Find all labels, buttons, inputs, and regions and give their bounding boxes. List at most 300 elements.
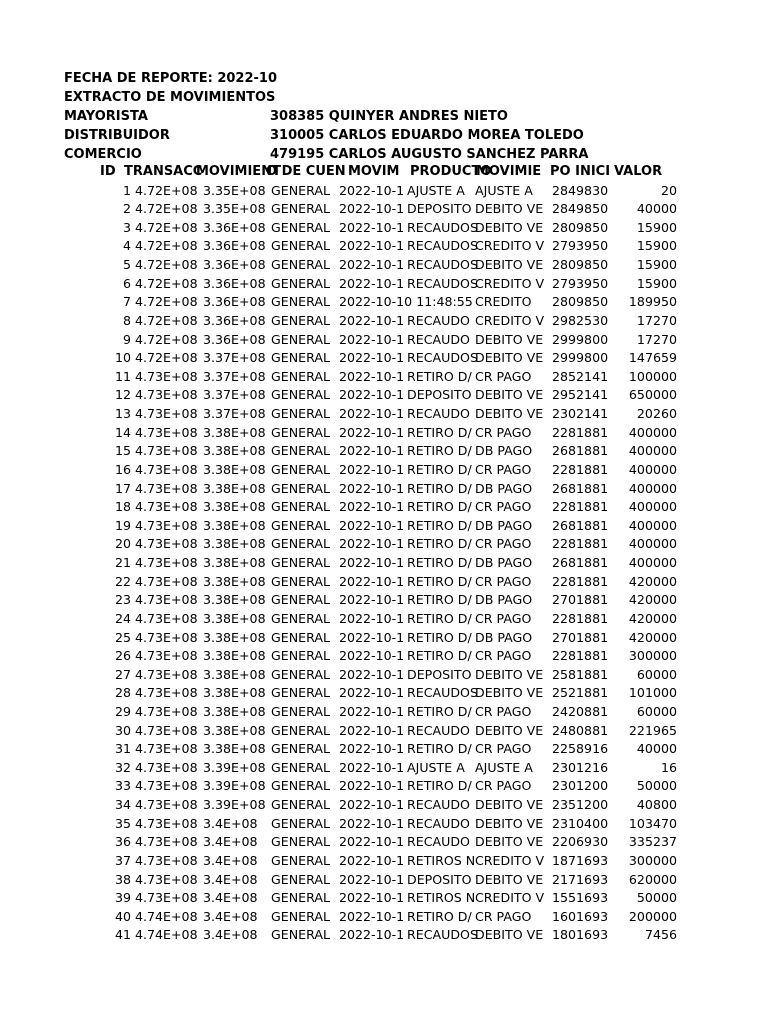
product-cell: RETIRO D/ <box>407 480 472 496</box>
date-cell: 2022-10-1 <box>339 517 405 533</box>
id-cell: 1 <box>122 182 131 198</box>
initial-balance-cell: 2793950 <box>552 238 609 254</box>
date-cell: 2022-10-1 <box>339 536 405 552</box>
distribuidor-label: DISTRIBUIDOR <box>64 128 170 143</box>
transaction-cell: 4.74E+08 <box>135 908 198 924</box>
initial-balance-cell: 2281881 <box>552 610 609 626</box>
id-cell: 31 <box>114 741 131 757</box>
id-cell: 26 <box>114 648 131 664</box>
movement-cell: 3.37E+08 <box>203 368 266 384</box>
product-cell: RETIRO D/ <box>407 368 472 384</box>
date-cell: 2022-10-1 <box>339 406 405 422</box>
transaction-cell: 4.73E+08 <box>135 443 198 459</box>
movement-cell: 3.38E+08 <box>203 685 266 701</box>
product-cell: RETIRO D/ <box>407 592 472 608</box>
movement-cell: 3.39E+08 <box>203 778 266 794</box>
value-cell: 15900 <box>636 257 677 273</box>
product-cell: RECAUDO <box>407 815 470 831</box>
product-cell: RETIRO D/ <box>407 499 472 515</box>
movement-cell: 3.38E+08 <box>203 592 266 608</box>
initial-balance-cell: 2982530 <box>552 312 609 328</box>
id-cell: 28 <box>114 685 131 701</box>
account-type-cell: GENERAL <box>271 778 330 794</box>
value-cell: 16 <box>660 759 677 775</box>
column-header: VALOR <box>614 164 663 179</box>
value-cell: 60000 <box>636 703 677 719</box>
account-type-cell: GENERAL <box>271 890 330 906</box>
transaction-cell: 4.72E+08 <box>135 294 198 310</box>
initial-balance-cell: 2701881 <box>552 629 609 645</box>
initial-balance-cell: 2852141 <box>552 368 609 384</box>
value-cell: 50000 <box>636 890 677 906</box>
value-cell: 100000 <box>628 368 677 384</box>
transaction-cell: 4.73E+08 <box>135 852 198 868</box>
table-row <box>0 852 768 871</box>
movement-cell: 3.38E+08 <box>203 703 266 719</box>
column-header: PRODUCTO <box>410 164 492 179</box>
movement-cell: 3.37E+08 <box>203 406 266 422</box>
product-cell: DEPOSITO <box>407 201 472 217</box>
value-cell: 420000 <box>628 573 677 589</box>
movement-cell: 3.38E+08 <box>203 517 266 533</box>
transaction-cell: 4.73E+08 <box>135 759 198 775</box>
id-cell: 22 <box>114 573 131 589</box>
table-row <box>0 461 768 480</box>
initial-balance-cell: 2999800 <box>552 331 609 347</box>
table-row <box>0 591 768 610</box>
movement-type-cell: CR PAGO <box>475 703 532 719</box>
table-row <box>0 908 768 927</box>
account-type-cell: GENERAL <box>271 722 330 738</box>
id-cell: 15 <box>114 443 131 459</box>
report-date-label: FECHA DE REPORTE: 2022-10 <box>64 71 278 86</box>
product-cell: RETIRO D/ <box>407 778 472 794</box>
movement-cell: 3.35E+08 <box>203 182 266 198</box>
value-cell: 650000 <box>628 387 677 403</box>
table-row <box>0 740 768 759</box>
movement-type-cell: DEBITO VE <box>475 219 544 235</box>
date-cell: 2022-10-1 <box>339 722 405 738</box>
id-cell: 36 <box>114 834 131 850</box>
movement-type-cell: CR PAGO <box>475 610 532 626</box>
movement-cell: 3.36E+08 <box>203 312 266 328</box>
movement-type-cell: CREDITO <box>475 294 532 310</box>
movement-type-cell: DEBITO VE <box>475 722 544 738</box>
date-cell: 2022-10-1 <box>339 610 405 626</box>
table-row <box>0 759 768 778</box>
initial-balance-cell: 2301200 <box>552 778 609 794</box>
account-type-cell: GENERAL <box>271 331 330 347</box>
transaction-cell: 4.72E+08 <box>135 275 198 291</box>
value-cell: 200000 <box>628 908 677 924</box>
account-type-cell: GENERAL <box>271 461 330 477</box>
column-header: PO INICI <box>550 164 611 179</box>
table-row <box>0 815 768 834</box>
movement-type-cell: DB PAGO <box>475 443 533 459</box>
id-cell: 35 <box>114 815 131 831</box>
distribuidor-value: 310005 CARLOS EDUARDO MOREA TOLEDO <box>270 128 584 143</box>
id-cell: 33 <box>114 778 131 794</box>
value-cell: 221965 <box>628 722 677 738</box>
date-cell: 2022-10-1 <box>339 592 405 608</box>
initial-balance-cell: 2809850 <box>552 219 609 235</box>
account-type-cell: GENERAL <box>271 834 330 850</box>
product-cell: AJUSTE A <box>407 759 465 775</box>
value-cell: 7456 <box>644 927 677 943</box>
table-row <box>0 703 768 722</box>
transaction-cell: 4.73E+08 <box>135 461 198 477</box>
movement-type-cell: DEBITO VE <box>475 257 544 273</box>
movement-type-cell: CREDITO V <box>475 890 545 906</box>
column-header: O DE CUEN <box>266 164 346 179</box>
account-type-cell: GENERAL <box>271 368 330 384</box>
movement-cell: 3.4E+08 <box>203 908 258 924</box>
initial-balance-cell: 2849850 <box>552 201 609 217</box>
movement-type-cell: DEBITO VE <box>475 666 544 682</box>
date-cell: 2022-10-1 <box>339 331 405 347</box>
transaction-cell: 4.73E+08 <box>135 592 198 608</box>
initial-balance-cell: 2793950 <box>552 275 609 291</box>
movement-cell: 3.4E+08 <box>203 927 258 943</box>
transaction-cell: 4.73E+08 <box>135 685 198 701</box>
movement-type-cell: DEBITO VE <box>475 331 544 347</box>
movement-cell: 3.38E+08 <box>203 573 266 589</box>
movement-cell: 3.4E+08 <box>203 815 258 831</box>
table-row <box>0 796 768 815</box>
id-cell: 25 <box>114 629 131 645</box>
account-type-cell: GENERAL <box>271 666 330 682</box>
transaction-cell: 4.73E+08 <box>135 555 198 571</box>
movement-type-cell: CREDITO V <box>475 312 545 328</box>
date-cell: 2022-10-10 11:48:55 <box>339 294 473 310</box>
date-cell: 2022-10-1 <box>339 257 405 273</box>
table-row <box>0 889 768 908</box>
movement-type-cell: CR PAGO <box>475 536 532 552</box>
transaction-cell: 4.72E+08 <box>135 331 198 347</box>
table-row <box>0 368 768 387</box>
initial-balance-cell: 2258916 <box>552 741 609 757</box>
product-cell: RECAUDO <box>407 331 470 347</box>
value-cell: 400000 <box>628 517 677 533</box>
table-row <box>0 480 768 499</box>
movement-cell: 3.39E+08 <box>203 797 266 813</box>
id-cell: 29 <box>114 703 131 719</box>
column-header: MOVIM <box>348 164 400 179</box>
movement-type-cell: CR PAGO <box>475 499 532 515</box>
date-cell: 2022-10-1 <box>339 759 405 775</box>
date-cell: 2022-10-1 <box>339 927 405 943</box>
date-cell: 2022-10-1 <box>339 201 405 217</box>
account-type-cell: GENERAL <box>271 499 330 515</box>
table-row <box>0 349 768 368</box>
value-cell: 420000 <box>628 592 677 608</box>
account-type-cell: GENERAL <box>271 703 330 719</box>
initial-balance-cell: 2849830 <box>552 182 609 198</box>
table-row <box>0 722 768 741</box>
date-cell: 2022-10-1 <box>339 908 405 924</box>
table-row <box>0 424 768 443</box>
account-type-cell: GENERAL <box>271 573 330 589</box>
date-cell: 2022-10-1 <box>339 387 405 403</box>
transaction-cell: 4.72E+08 <box>135 182 198 198</box>
account-type-cell: GENERAL <box>271 759 330 775</box>
table-row <box>0 331 768 350</box>
transaction-cell: 4.72E+08 <box>135 257 198 273</box>
movement-type-cell: CR PAGO <box>475 741 532 757</box>
account-type-cell: GENERAL <box>271 871 330 887</box>
transaction-cell: 4.73E+08 <box>135 890 198 906</box>
movement-type-cell: DB PAGO <box>475 480 533 496</box>
product-cell: AJUSTE A <box>407 182 465 198</box>
date-cell: 2022-10-1 <box>339 238 405 254</box>
movement-cell: 3.36E+08 <box>203 331 266 347</box>
movement-cell: 3.38E+08 <box>203 555 266 571</box>
account-type-cell: GENERAL <box>271 238 330 254</box>
movement-type-cell: DB PAGO <box>475 629 533 645</box>
account-type-cell: GENERAL <box>271 610 330 626</box>
transaction-cell: 4.73E+08 <box>135 387 198 403</box>
product-cell: RETIRO D/ <box>407 517 472 533</box>
column-header: ID <box>100 164 116 179</box>
value-cell: 420000 <box>628 610 677 626</box>
product-cell: RETIRO D/ <box>407 443 472 459</box>
date-cell: 2022-10-1 <box>339 778 405 794</box>
account-type-cell: GENERAL <box>271 257 330 273</box>
id-cell: 9 <box>122 331 131 347</box>
product-cell: DEPOSITO <box>407 871 472 887</box>
initial-balance-cell: 1601693 <box>552 908 609 924</box>
movement-cell: 3.36E+08 <box>203 294 266 310</box>
table-row <box>0 237 768 256</box>
initial-balance-cell: 2701881 <box>552 592 609 608</box>
value-cell: 400000 <box>628 536 677 552</box>
date-cell: 2022-10-1 <box>339 890 405 906</box>
movement-cell: 3.37E+08 <box>203 387 266 403</box>
movement-cell: 3.36E+08 <box>203 219 266 235</box>
id-cell: 24 <box>114 610 131 626</box>
value-cell: 40000 <box>636 201 677 217</box>
value-cell: 400000 <box>628 443 677 459</box>
movement-cell: 3.4E+08 <box>203 852 258 868</box>
product-cell: RETIRO D/ <box>407 703 472 719</box>
table-row <box>0 293 768 312</box>
account-type-cell: GENERAL <box>271 555 330 571</box>
column-header-row <box>0 163 768 182</box>
initial-balance-cell: 2281881 <box>552 424 609 440</box>
date-cell: 2022-10-1 <box>339 815 405 831</box>
value-cell: 147659 <box>628 350 677 366</box>
transaction-cell: 4.73E+08 <box>135 536 198 552</box>
value-cell: 20260 <box>636 406 677 422</box>
account-type-cell: GENERAL <box>271 480 330 496</box>
movement-type-cell: DEBITO VE <box>475 834 544 850</box>
id-cell: 34 <box>114 797 131 813</box>
initial-balance-cell: 2171693 <box>552 871 609 887</box>
account-type-cell: GENERAL <box>271 685 330 701</box>
value-cell: 300000 <box>628 648 677 664</box>
table-row <box>0 554 768 573</box>
account-type-cell: GENERAL <box>271 201 330 217</box>
initial-balance-cell: 2581881 <box>552 666 609 682</box>
transaction-cell: 4.73E+08 <box>135 517 198 533</box>
transaction-cell: 4.73E+08 <box>135 573 198 589</box>
account-type-cell: GENERAL <box>271 741 330 757</box>
initial-balance-cell: 2281881 <box>552 648 609 664</box>
value-cell: 400000 <box>628 499 677 515</box>
movement-type-cell: DB PAGO <box>475 555 533 571</box>
movement-cell: 3.36E+08 <box>203 238 266 254</box>
transaction-cell: 4.74E+08 <box>135 927 198 943</box>
table-row <box>0 777 768 796</box>
transaction-cell: 4.73E+08 <box>135 703 198 719</box>
column-header: TRANSACC <box>124 164 203 179</box>
movement-cell: 3.38E+08 <box>203 424 266 440</box>
value-cell: 101000 <box>628 685 677 701</box>
date-cell: 2022-10-1 <box>339 499 405 515</box>
account-type-cell: GENERAL <box>271 219 330 235</box>
account-type-cell: GENERAL <box>271 275 330 291</box>
initial-balance-cell: 2521881 <box>552 685 609 701</box>
id-cell: 23 <box>114 592 131 608</box>
account-type-cell: GENERAL <box>271 927 330 943</box>
table-row <box>0 833 768 852</box>
product-cell: RECAUDOS <box>407 350 478 366</box>
initial-balance-cell: 2809850 <box>552 294 609 310</box>
movement-type-cell: CREDITO V <box>475 852 545 868</box>
movement-type-cell: DEBITO VE <box>475 815 544 831</box>
initial-balance-cell: 1801693 <box>552 927 609 943</box>
id-cell: 5 <box>122 257 131 273</box>
id-cell: 30 <box>114 722 131 738</box>
initial-balance-cell: 2681881 <box>552 443 609 459</box>
product-cell: RECAUDO <box>407 834 470 850</box>
movement-cell: 3.36E+08 <box>203 275 266 291</box>
date-cell: 2022-10-1 <box>339 685 405 701</box>
transaction-cell: 4.73E+08 <box>135 741 198 757</box>
table-row <box>0 442 768 461</box>
date-cell: 2022-10-1 <box>339 275 405 291</box>
transaction-cell: 4.73E+08 <box>135 648 198 664</box>
id-cell: 6 <box>122 275 131 291</box>
product-cell <box>407 293 475 312</box>
id-cell: 41 <box>114 927 131 943</box>
id-cell: 11 <box>114 368 131 384</box>
movement-cell: 3.38E+08 <box>203 648 266 664</box>
movement-type-cell: AJUSTE A <box>475 182 533 198</box>
date-cell: 2022-10-1 <box>339 555 405 571</box>
movement-type-cell: CR PAGO <box>475 461 532 477</box>
date-cell: 2022-10-1 <box>339 312 405 328</box>
product-cell: RETIRO D/ <box>407 741 472 757</box>
initial-balance-cell: 1871693 <box>552 852 609 868</box>
account-type-cell: GENERAL <box>271 312 330 328</box>
product-cell: RETIRO D/ <box>407 424 472 440</box>
transaction-cell: 4.73E+08 <box>135 797 198 813</box>
value-cell: 400000 <box>628 424 677 440</box>
value-cell: 420000 <box>628 629 677 645</box>
product-cell: RETIRO D/ <box>407 610 472 626</box>
date-cell: 2022-10-1 <box>339 573 405 589</box>
movement-cell: 3.38E+08 <box>203 741 266 757</box>
date-cell: 2022-10-1 <box>339 350 405 366</box>
transaction-cell: 4.72E+08 <box>135 238 198 254</box>
account-type-cell: GENERAL <box>271 406 330 422</box>
id-cell: 14 <box>114 424 131 440</box>
initial-balance-cell: 2351200 <box>552 797 609 813</box>
product-cell: RECAUDOS <box>407 238 478 254</box>
account-type-cell: GENERAL <box>271 443 330 459</box>
movement-type-cell: CR PAGO <box>475 424 532 440</box>
id-cell: 12 <box>114 387 131 403</box>
initial-balance-cell: 2420881 <box>552 703 609 719</box>
statement-title: EXTRACTO DE MOVIMIENTOS <box>64 90 276 105</box>
transaction-cell: 4.72E+08 <box>135 201 198 217</box>
table-row <box>0 312 768 331</box>
table-row <box>0 498 768 517</box>
column-header: MOVIMIENT <box>196 164 281 179</box>
movement-type-cell: DEBITO VE <box>475 685 544 701</box>
transaction-cell: 4.73E+08 <box>135 834 198 850</box>
transaction-cell: 4.72E+08 <box>135 312 198 328</box>
product-cell: RETIRO D/ <box>407 573 472 589</box>
id-cell: 20 <box>114 536 131 552</box>
value-cell: 335237 <box>628 834 677 850</box>
account-type-cell: GENERAL <box>271 908 330 924</box>
date-cell: 2022-10-1 <box>339 182 405 198</box>
movement-type-cell: DEBITO VE <box>475 201 544 217</box>
id-cell: 40 <box>114 908 131 924</box>
movement-type-cell: CR PAGO <box>475 368 532 384</box>
product-cell: RECAUDO <box>407 406 470 422</box>
account-type-cell: GENERAL <box>271 294 330 310</box>
table-row <box>0 871 768 890</box>
movement-cell: 3.38E+08 <box>203 499 266 515</box>
transaction-cell: 4.73E+08 <box>135 871 198 887</box>
product-cell: RECAUDOS <box>407 275 478 291</box>
id-cell: 8 <box>122 312 131 328</box>
product-cell: RETIRO D/ <box>407 555 472 571</box>
account-type-cell: GENERAL <box>271 815 330 831</box>
table-row <box>0 647 768 666</box>
movement-cell: 3.38E+08 <box>203 629 266 645</box>
movement-type-cell: CREDITO V <box>475 275 545 291</box>
table-row <box>0 182 768 201</box>
transaction-cell: 4.73E+08 <box>135 368 198 384</box>
initial-balance-cell: 2681881 <box>552 480 609 496</box>
value-cell: 15900 <box>636 238 677 254</box>
movement-type-cell: AJUSTE A <box>475 759 533 775</box>
comercio-label: COMERCIO <box>64 147 142 162</box>
id-cell: 38 <box>114 871 131 887</box>
id-cell: 16 <box>114 461 131 477</box>
id-cell: 2 <box>122 201 131 217</box>
id-cell: 32 <box>114 759 131 775</box>
movement-cell: 3.4E+08 <box>203 834 258 850</box>
table-row <box>0 610 768 629</box>
movement-cell: 3.38E+08 <box>203 722 266 738</box>
initial-balance-cell: 2206930 <box>552 834 609 850</box>
value-cell: 60000 <box>636 666 677 682</box>
movement-type-cell: DEBITO VE <box>475 387 544 403</box>
date-cell: 2022-10-1 <box>339 368 405 384</box>
value-cell: 103470 <box>628 815 677 831</box>
date-cell: 2022-10-1 <box>339 852 405 868</box>
movement-type-cell: DB PAGO <box>475 592 533 608</box>
initial-balance-cell: 2281881 <box>552 499 609 515</box>
table-row <box>0 684 768 703</box>
product-cell: RETIROS N <box>407 852 476 868</box>
product-cell: RECAUDOS <box>407 219 478 235</box>
